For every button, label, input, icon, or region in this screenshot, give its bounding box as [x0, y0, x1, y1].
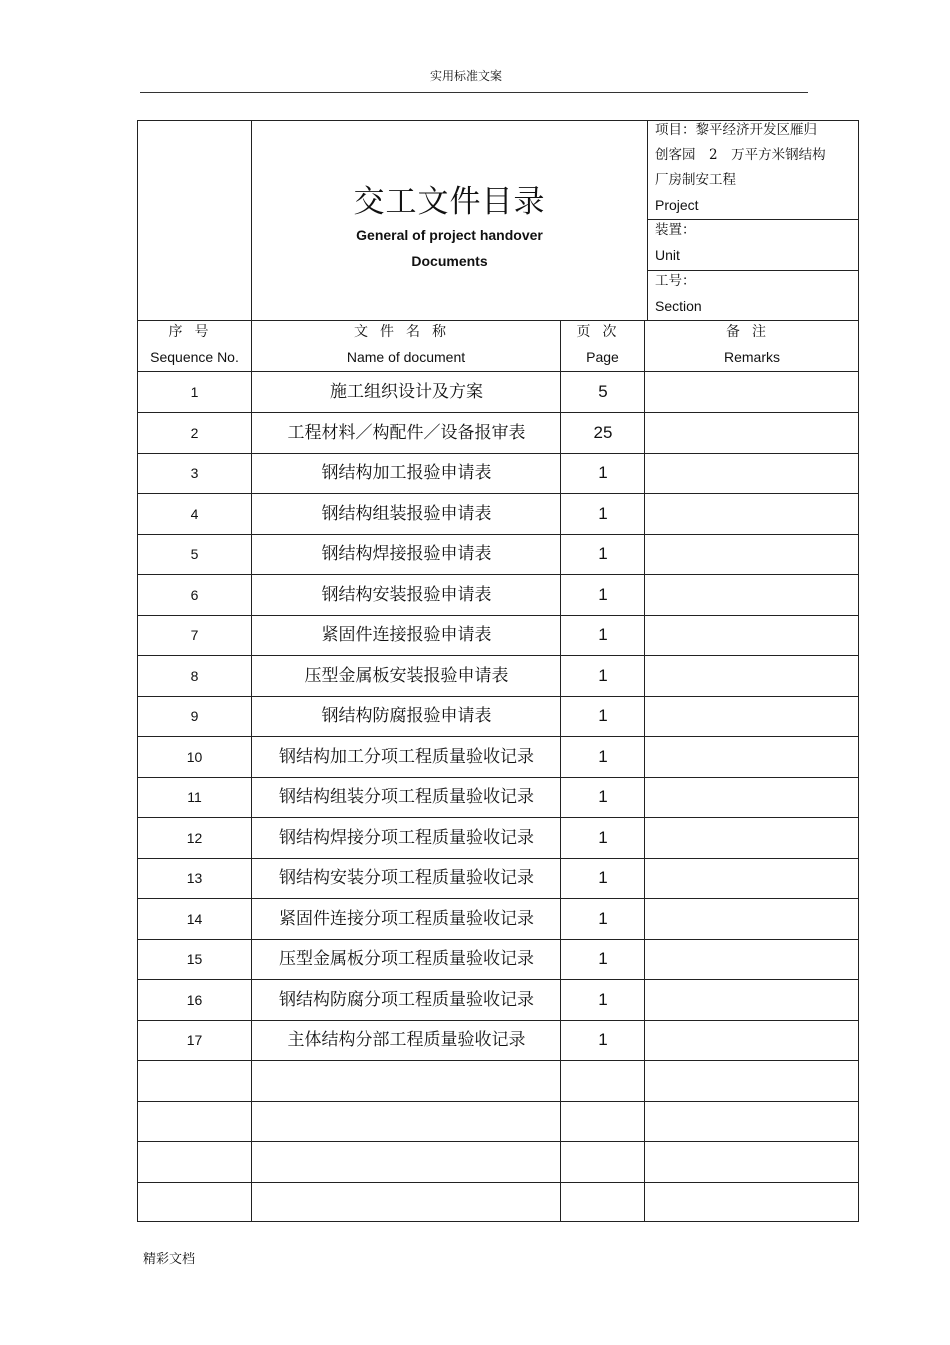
table-row	[138, 1061, 858, 1101]
row-remarks	[645, 1182, 859, 1222]
row-sequence: 11	[187, 789, 202, 805]
project-line-3: 厂房制安工程	[655, 172, 736, 188]
table-row	[138, 858, 858, 898]
table-row	[138, 1101, 858, 1141]
table-row	[138, 939, 858, 979]
project-label-en: Project	[655, 197, 699, 213]
row-sequence: 5	[190, 546, 199, 562]
row-page: 1	[598, 949, 608, 968]
row-sequence	[138, 1142, 251, 1182]
column-header-remarks	[645, 321, 859, 371]
row-sequence: 12	[186, 829, 203, 846]
row-page: 1	[598, 665, 608, 685]
row-page: 1	[598, 989, 608, 1009]
row-document-name: 钢结构安装分项工程质量验收记录	[279, 868, 534, 888]
row-document-name: 紧固件连接分项工程质量验收记录	[279, 908, 534, 929]
section-label-zh: 工号：	[655, 273, 696, 289]
row-sequence: 4	[190, 505, 199, 522]
row-page: 25	[593, 422, 613, 442]
row-remarks	[645, 534, 859, 574]
table-row	[138, 777, 858, 817]
row-document-name: 钢结构焊接分项工程质量验收记录	[279, 827, 534, 848]
table-row	[138, 818, 858, 858]
column-header-seq-zh: 序号	[168, 324, 221, 340]
row-remarks	[645, 737, 859, 777]
row-page: 1	[598, 463, 608, 482]
row-sequence: 2	[190, 424, 199, 441]
column-header-remarks-zh: 备注	[726, 324, 778, 340]
row-remarks	[645, 858, 859, 898]
table-row	[138, 899, 858, 939]
row-document-name: 钢结构组装报验申请表	[321, 503, 492, 524]
row-sequence: 3	[190, 465, 199, 481]
row-page: 1	[598, 625, 608, 644]
row-document-name	[252, 1061, 561, 1101]
row-document-name: 钢结构加工分项工程质量验收记录	[279, 746, 534, 767]
column-header-name-en: Name of document	[346, 349, 466, 365]
row-page: 1	[598, 746, 608, 766]
row-document-name: 主体结构分部工程质量验收记录	[287, 1030, 526, 1050]
row-document-name	[252, 1142, 561, 1182]
row-remarks	[645, 453, 859, 493]
document-title: 交工文件目录	[353, 184, 546, 220]
page-header-text: 实用标准文案	[430, 69, 503, 83]
row-sequence: 7	[190, 627, 199, 643]
row-sequence: 14	[186, 910, 203, 927]
row-remarks	[645, 696, 859, 736]
column-header-page-zh: 页次	[576, 324, 629, 340]
row-sequence: 16	[186, 991, 203, 1008]
row-remarks	[645, 413, 859, 453]
row-document-name: 工程材料／构配件／设备报审表	[287, 422, 526, 443]
row-remarks	[645, 939, 859, 979]
row-sequence: 10	[186, 748, 203, 765]
table-row	[138, 1182, 858, 1222]
row-document-name: 施工组织设计及方案	[330, 382, 483, 402]
row-page: 5	[598, 382, 608, 401]
subtitle-line-1: General of project handover	[356, 227, 543, 243]
page-footer: 精彩文档	[143, 1252, 196, 1267]
row-document-name	[252, 1101, 561, 1141]
row-remarks	[645, 1101, 859, 1141]
row-page: 1	[598, 503, 608, 523]
row-document-name: 钢结构防腐分项工程质量验收记录	[279, 989, 534, 1010]
row-remarks	[645, 980, 859, 1020]
row-page: 1	[598, 706, 608, 725]
column-header-remarks-en: Remarks	[723, 349, 780, 365]
table-row	[138, 656, 858, 696]
row-page: 1	[598, 787, 608, 806]
row-sequence: 9	[190, 708, 199, 724]
row-remarks	[645, 818, 859, 858]
row-document-name	[252, 1182, 561, 1222]
row-sequence: 17	[186, 1032, 203, 1048]
column-header-page-en: Page	[586, 349, 619, 365]
table-row	[138, 696, 858, 736]
document-subtitle	[252, 222, 647, 274]
column-header-seq-en: Sequence No.	[150, 349, 239, 365]
document-table	[137, 120, 859, 1222]
unit-label-en: Unit	[655, 247, 680, 263]
row-remarks	[645, 1020, 859, 1060]
page-header	[140, 60, 808, 93]
row-document-name: 钢结构安装报验申请表	[321, 584, 492, 605]
row-remarks	[645, 1142, 859, 1182]
table-row	[138, 453, 858, 493]
row-page: 1	[598, 544, 608, 563]
row-document-name: 钢结构防腐报验申请表	[321, 706, 492, 726]
column-header-page	[561, 321, 644, 371]
project-line-2: 创客园 2 万平方米钢结构	[655, 147, 826, 163]
row-page: 1	[598, 584, 608, 604]
row-sequence: 6	[190, 586, 199, 603]
row-page: 1	[598, 908, 608, 928]
row-document-name: 压型金属板安装报验申请表	[304, 665, 509, 686]
table-row	[138, 494, 858, 534]
column-header-name-zh: 文件名称	[354, 324, 458, 340]
row-remarks	[645, 372, 859, 412]
table-row	[138, 1020, 858, 1060]
project-info	[655, 118, 826, 218]
table-row	[138, 575, 858, 615]
row-sequence	[138, 1101, 251, 1141]
row-page	[561, 1142, 645, 1182]
row-remarks	[645, 777, 859, 817]
row-page: 1	[598, 827, 608, 847]
section-info	[655, 269, 702, 319]
row-sequence	[138, 1061, 251, 1101]
row-document-name: 紧固件连接报验申请表	[321, 625, 492, 645]
row-remarks	[645, 575, 859, 615]
row-document-name: 钢结构加工报验申请表	[321, 463, 492, 483]
row-document-name: 钢结构焊接报验申请表	[321, 544, 492, 564]
row-page	[561, 1182, 645, 1222]
table-row	[138, 737, 858, 777]
row-remarks	[645, 1061, 859, 1101]
subtitle-line-2: Documents	[411, 253, 488, 269]
row-sequence: 8	[190, 667, 199, 684]
table-row	[138, 413, 858, 453]
divider	[647, 121, 648, 321]
row-remarks	[645, 494, 859, 534]
row-page: 1	[598, 1030, 608, 1049]
table-row	[138, 534, 858, 574]
section-label-en: Section	[655, 298, 702, 314]
row-remarks	[645, 899, 859, 939]
unit-label-zh: 装置：	[655, 222, 696, 238]
row-sequence: 15	[186, 951, 203, 967]
column-header-seq	[138, 321, 251, 371]
table-row	[138, 1142, 858, 1182]
table-row	[138, 615, 858, 655]
unit-info	[655, 218, 696, 268]
row-page: 1	[598, 868, 608, 887]
row-sequence: 1	[190, 384, 199, 400]
row-remarks	[645, 615, 859, 655]
row-page	[561, 1101, 645, 1141]
row-document-name: 压型金属板分项工程质量验收记录	[279, 949, 534, 969]
table-row	[138, 372, 858, 412]
row-document-name: 钢结构组装分项工程质量验收记录	[279, 787, 534, 807]
row-page	[561, 1061, 645, 1101]
column-header-name	[252, 321, 560, 371]
project-line-1: 项目：黎平经济开发区雁归	[655, 122, 817, 138]
row-sequence: 13	[186, 870, 203, 886]
row-remarks	[645, 656, 859, 696]
table-row	[138, 980, 858, 1020]
row-sequence	[138, 1182, 251, 1222]
